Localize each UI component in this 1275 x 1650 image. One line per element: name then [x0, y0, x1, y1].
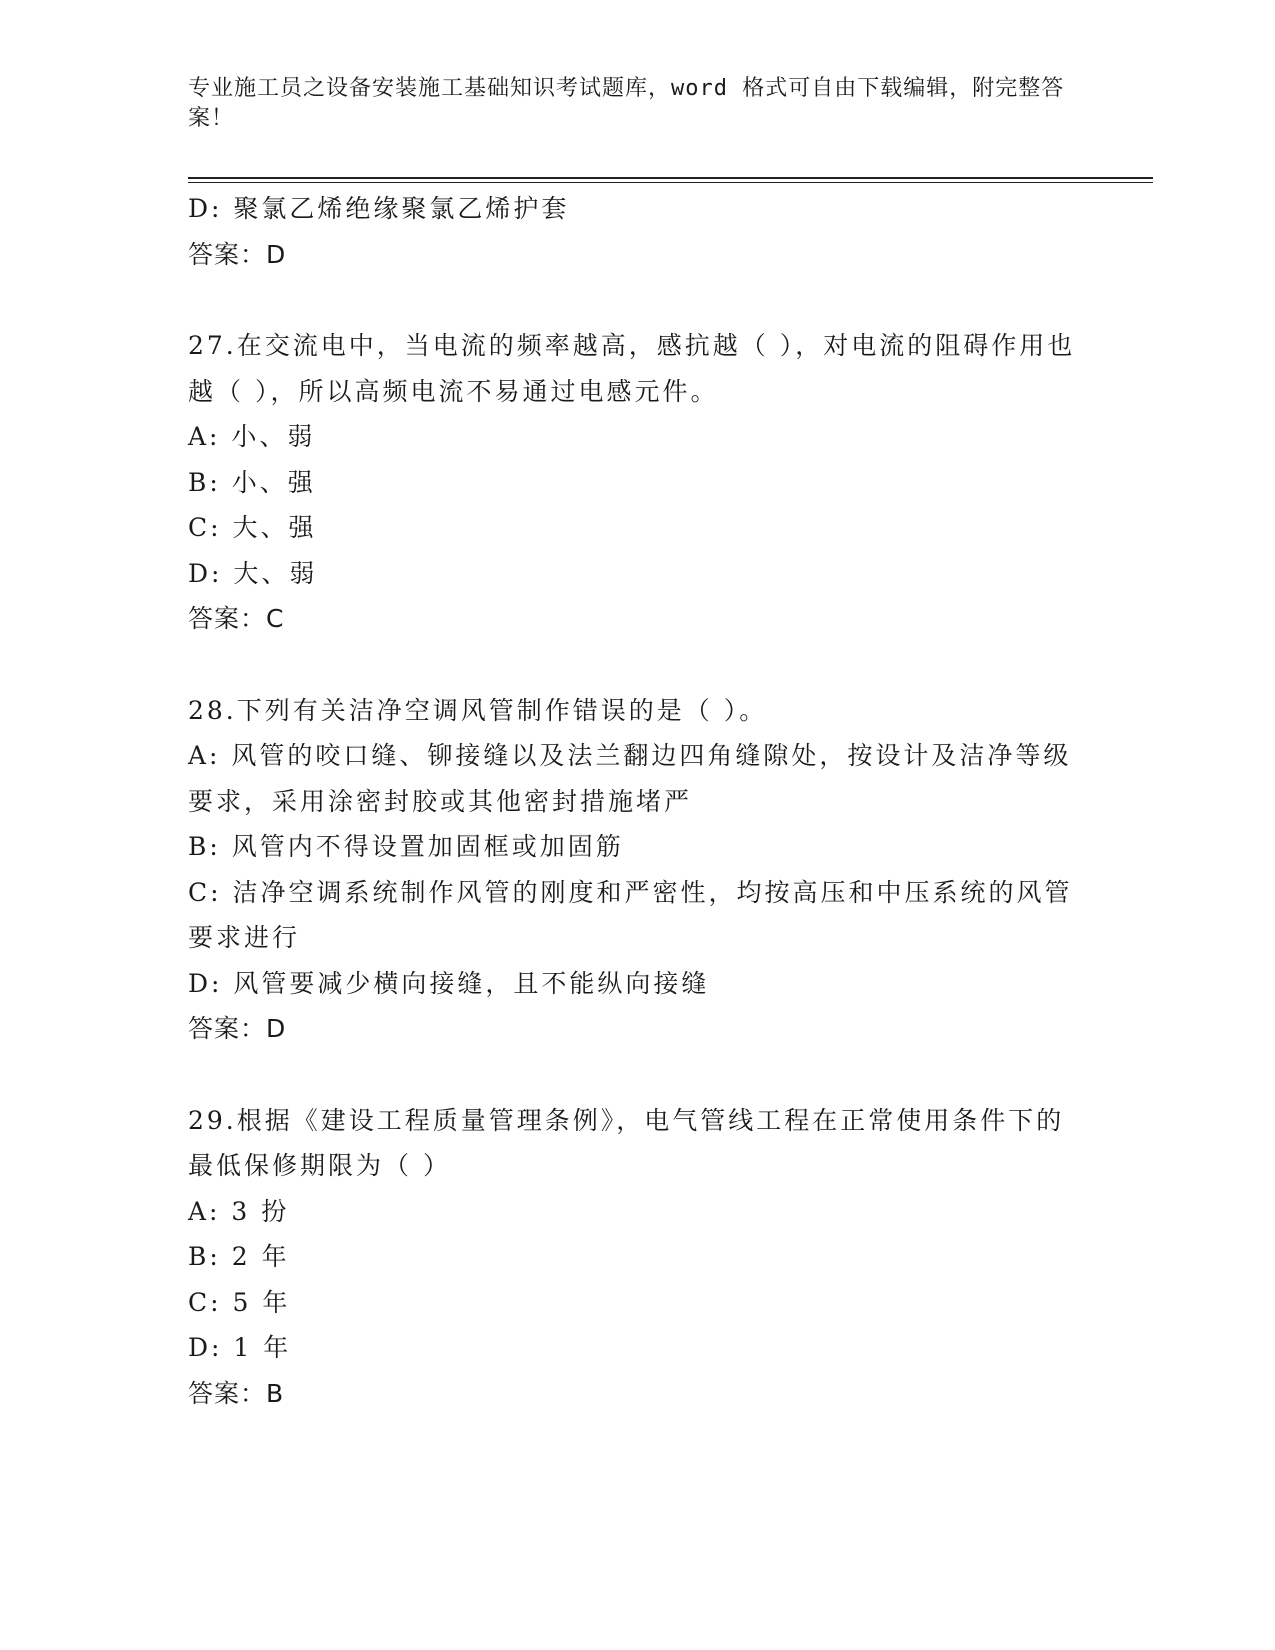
option-b: B: 2 年: [188, 1242, 290, 1271]
option-a: A: 风管的咬口缝、铆接缝以及法兰翻边四角缝隙处，按设计及洁净等级要求，采用涂密封胶或其他密封措施堵严: [188, 741, 1072, 816]
spacer: [188, 1052, 1088, 1098]
spacer: [188, 277, 1088, 323]
answer-line: 答案：C: [188, 604, 285, 633]
question-28: [188, 688, 1088, 1052]
option-c: C: 5 年: [188, 1287, 291, 1317]
question-text: 27.在交流电中，当电流的频率越高，感抗越（ ），对电流的阻碍作用也越（ ），所以高频电流不易通过电感元件。: [188, 331, 1076, 406]
question-text: 28.下列有关洁净空调风管制作错误的是（ ）。: [188, 695, 768, 725]
option-b: B: 小、强: [188, 467, 316, 497]
answer-line: 答案：D: [188, 239, 287, 269]
option-c: C: 洁净空调系统制作风管的刚度和严密性，均按高压和中压系统的风管要求进行: [188, 877, 1073, 952]
option-d: D: 风管要减少横向接缝，且不能纵向接缝: [188, 968, 710, 998]
option-a: A: 小、弱: [188, 422, 316, 451]
answer-line: 答案：B: [188, 1378, 285, 1408]
header-divider: [188, 177, 1153, 183]
option-d: D: 1 年: [188, 1333, 292, 1362]
question-text: 29.根据《建设工程质量管理条例》，电气管线工程在正常使用条件下的最低保修期限为（ ）: [188, 1105, 1065, 1180]
option-d: D: 大、弱: [188, 558, 318, 588]
spacer: [188, 642, 1088, 688]
question-29: [188, 1098, 1088, 1417]
document-body: [188, 186, 1088, 1416]
option-b: B: 风管内不得设置加固框或加固筋: [188, 832, 624, 861]
page-header: 专业施工员之设备安装施工基础知识考试题库，word 格式可自由下载编辑，附完整答案！: [188, 76, 1065, 131]
option-c: C: 大、强: [188, 513, 317, 542]
answer-line: 答案：D: [188, 1014, 287, 1043]
option-d: D: 聚氯乙烯绝缘聚氯乙烯护套: [188, 194, 570, 223]
question-27: [188, 323, 1088, 642]
option-a: A: 3 扮: [188, 1196, 290, 1226]
